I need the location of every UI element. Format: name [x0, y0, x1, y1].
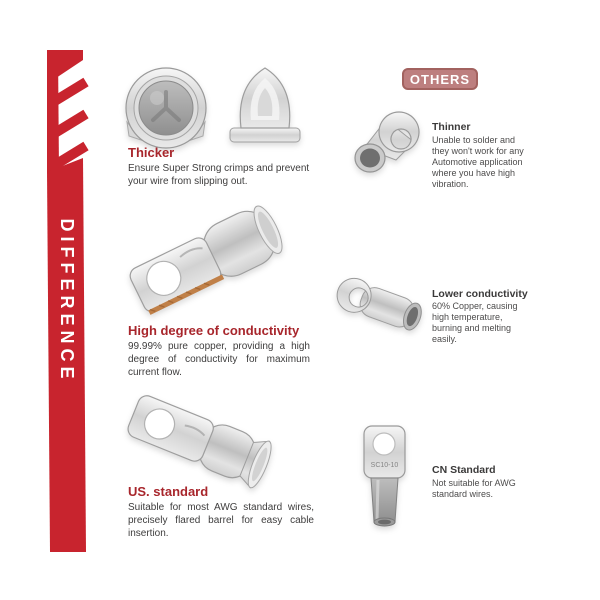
others-badge [402, 68, 478, 90]
flared-barrel-lug [126, 388, 274, 492]
thin-wall-lug [344, 108, 424, 184]
pure-copper-lug [124, 200, 288, 322]
banner-label: DIFFERENCE [57, 218, 77, 384]
heading-cn-standard: CN Standard [432, 464, 496, 476]
body-lower-conductivity: 60% Copper, causing high temperature, burning and melting easily. [432, 301, 518, 344]
body-cn-standard: Not suitable for AWG standard wires. [432, 478, 516, 499]
others-badge-label: OTHERS [409, 71, 471, 87]
body-thinner: Unable to solder and they won't work for any Automotive application where you have high vibration. [432, 135, 524, 189]
body-us-standard: Suitable for most AWG standard wires, precisely flared barrel for easy cable insertion. [128, 502, 314, 539]
heading-us-standard: US. standard [128, 484, 209, 499]
cn-standard-lug [358, 424, 412, 532]
body-high-conductivity: 99.99% pure copper, providing a high degree of conductivity for maximum current flow. [128, 341, 310, 378]
heading-high-conductivity: High degree of conductivity [128, 323, 300, 338]
low-copper-lug [333, 274, 429, 346]
heading-lower-conductivity: Lower conductivity [432, 288, 528, 300]
lug-bolt-hole [373, 433, 395, 455]
body-thicker: Ensure Super Strong crimps and prevent your wire from slipping out. [128, 163, 310, 187]
lug-stamp-text: SC10-10 [370, 462, 399, 469]
heading-thicker: Thicker [128, 145, 175, 160]
straight-barrel [371, 478, 398, 522]
heading-thinner: Thinner [432, 121, 471, 133]
thick-lug-barrel-back-view [222, 62, 308, 150]
thick-lug-barrel-front-view [117, 66, 215, 152]
